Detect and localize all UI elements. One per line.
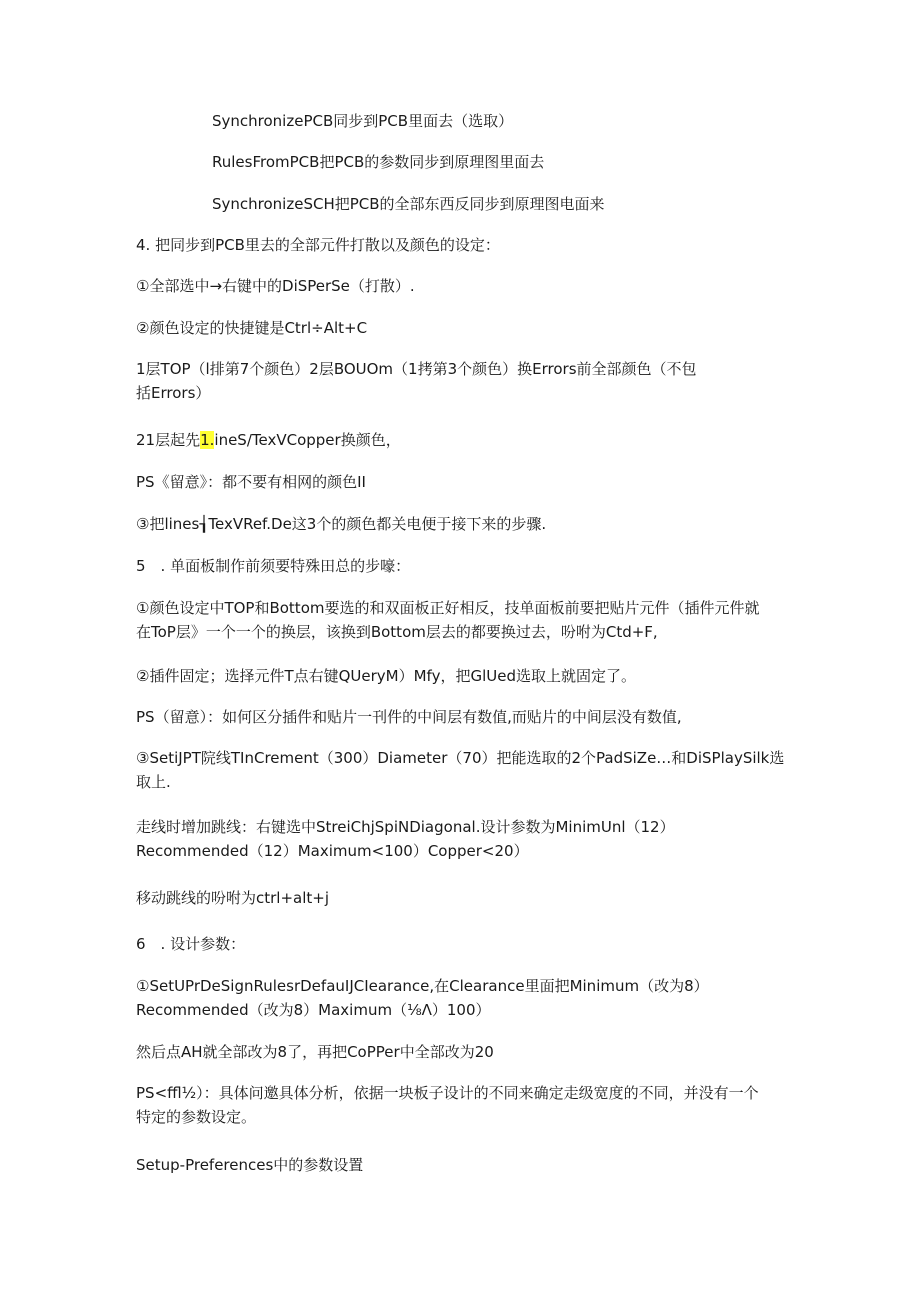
paragraph-all-to-8: 然后点AH就全部改为8了，再把CoPPer中全部改为20 <box>136 1043 494 1061</box>
paragraph-jumper-line1: 走线时增加跳线：右键选中StreiChjSpiNDiagonal.设计参数为MinimUnl（12） <box>136 818 675 836</box>
paragraph-disperse: ①全部选中→右键中的DiSPerSe（打散）. <box>136 277 415 295</box>
paragraph-setup-increment-line2: 取上. <box>136 773 171 791</box>
paragraph-layer-colors <box>136 357 786 405</box>
paragraph-move-jumper: 移动跳线的吩咐为ctrl+alt+j <box>136 889 330 907</box>
paragraph-rules-from-pcb: RulesFromPCB把PCB的参数同步到原理图里面去 <box>212 153 545 171</box>
paragraph-clearance-line1: ①SetUPrDeSignRulesrDefauIJCIearance,在Clearance里面把Minimum（改为8） <box>136 977 709 995</box>
paragraph-ps-note-colors: PS《留意》：都不要有相网的颜色II <box>136 473 366 491</box>
heading-section-4: 4. 把同步到PCB里去的全部元件打散以及颜色的设定： <box>136 236 500 254</box>
paragraph-ps-analysis-line1: PS<ffl½）：具体问邀具体分析，依据一块板子设计的不同来确定走级宽度的不同，并没有一个 <box>136 1084 759 1102</box>
paragraph-clearance-line2: Recommended（改为8）Maximum（⅛Λ）100） <box>136 1001 491 1019</box>
paragraph-single-sided-line2: 在ToP层》一个一个的换层，该换到Bottom层去的都要换过去，吩咐为Ctd+F, <box>136 623 658 641</box>
paragraph-ps-analysis-line2: 特定的参数设定。 <box>136 1108 257 1126</box>
highlighted-text: 1. <box>200 431 215 449</box>
paragraph-ps-distinguish: PS（留意）：如何区分插件和贴片一刊件的中间层有数值,而贴片的中间层没有数值, <box>136 708 682 726</box>
text-segment: ineS/TexVCopper换颜色， <box>214 431 401 449</box>
paragraph-lines-refdes: ③把lines┧TexVRef.De这3个的颜色都关电便于接下来的步骤. <box>136 515 547 533</box>
paragraph-synchronize-sch: SynchronizeSCH把PCB的全部东西反同步到原理图电面来 <box>212 195 605 213</box>
paragraph-single-sided-line1: ①颜色设定中TOP和Bottom要选的和双面板正好相反，技单面板前要把贴片元件（插件元件就 <box>136 599 760 617</box>
paragraph-layer-colors-line1: 1层TOP（l排第7个颜色）2层BOUOm（1拷第3个颜色）换Errors前全部颜色（不包 <box>136 360 697 378</box>
paragraph-setup-increment <box>136 746 786 794</box>
paragraph-fix-components: ②插件固定；选择元件T点右键QUeryM）Mfy，把GlUed选取上就固定了。 <box>136 667 636 685</box>
paragraph-color-shortcut: ②颜色设定的快捷键是Ctrl÷Alt+C <box>136 319 368 337</box>
paragraph-layer-colors-line2: 括Errors） <box>136 384 211 402</box>
paragraph-layer-21 <box>136 428 786 452</box>
paragraph-single-sided-colors <box>136 596 786 644</box>
paragraph-setup-preferences: Setup-Preferences中的参数设置 <box>136 1156 364 1174</box>
paragraph-synchronize-pcb: SynchronizePCB同步到PCB里面去（选取） <box>212 112 514 130</box>
text-segment: 21层起先 <box>136 431 201 449</box>
paragraph-ps-analysis <box>136 1081 786 1129</box>
paragraph-jumper-line2: Recommended（12）Maximum<100）Copper<20） <box>136 842 529 860</box>
paragraph-setup-increment-line1: ③SetiJPT院线TInCrement（300）Diameter（70）把能选取的2个PadSiZe…和DiSPlaySilk选 <box>136 749 785 767</box>
heading-section-5: 5 . 单面板制作前须要特殊田总的步嚎： <box>136 557 411 575</box>
heading-section-6: 6 . 设计参数： <box>136 935 246 953</box>
paragraph-clearance <box>136 974 786 1022</box>
paragraph-jumper <box>136 815 786 863</box>
